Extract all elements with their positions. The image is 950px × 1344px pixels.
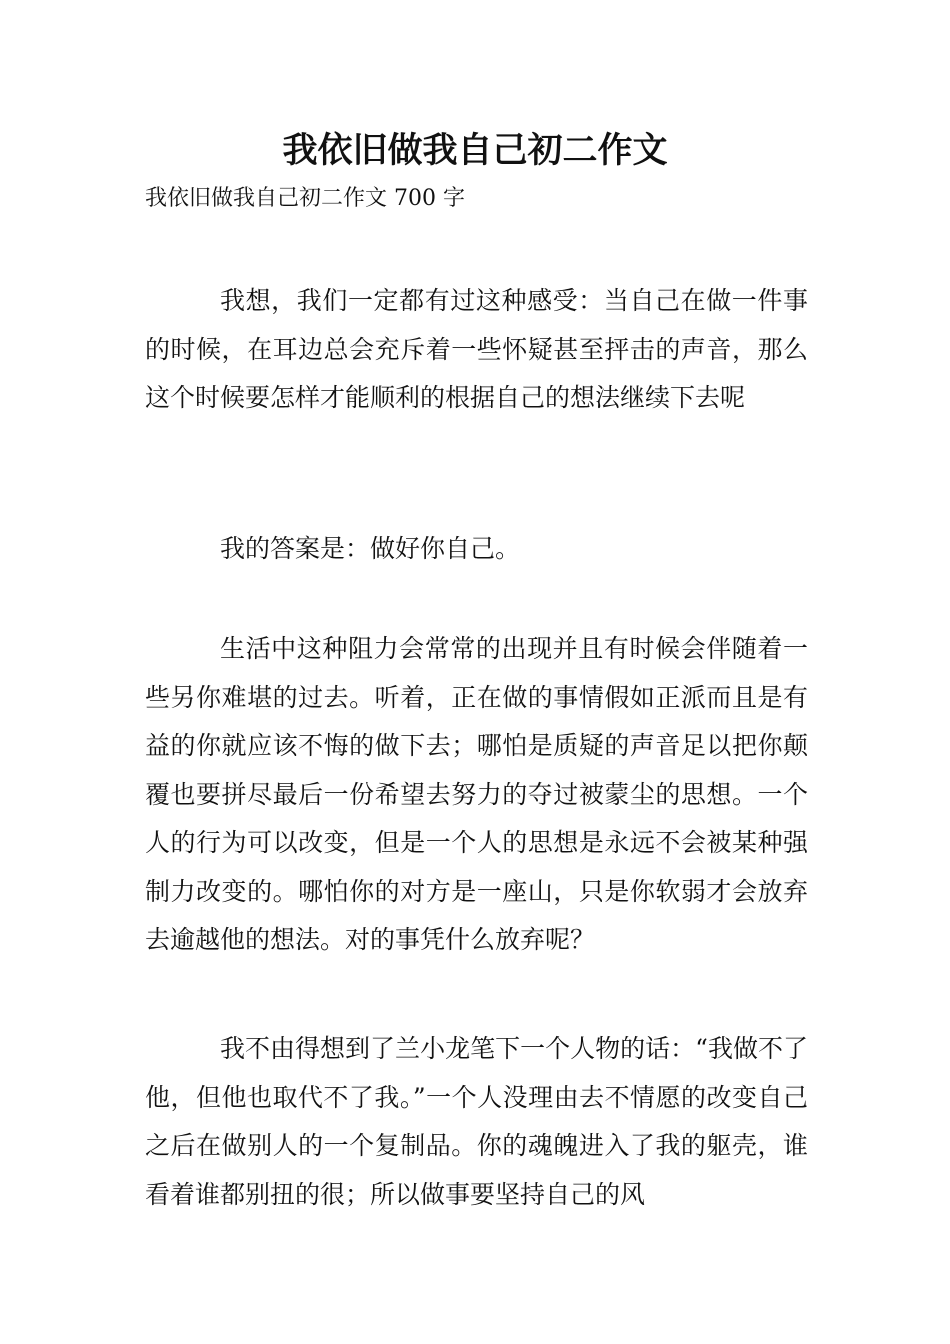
document-subtitle: 我依旧做我自己初二作文 700 字: [145, 186, 465, 211]
paragraph-4: 我不由得想到了兰小龙笔下一个人物的话：“我做不了他，但他也取代不了我。”一个人没理由去不情愿的改变自己之后在做别人的一个复制品。你的魂魄进入了我的躯壳，谁看着谁都别扭的很；所以做事要坚持自己的风: [145, 1034, 808, 1209]
document-title: 我依旧做我自己初二作文: [282, 131, 668, 171]
paragraph-2: 我的答案是：做好你自己。: [220, 534, 521, 563]
paragraph-3: 生活中这种阻力会常常的出现并且有时候会伴随着一些另你难堪的过去。听着，正在做的事情假如正派而且是有益的你就应该不悔的做下去；哪怕是质疑的声音足以把你颠覆也要拼尽最后一份希望去努力的夺过被蒙尘的思想。一个人的行为可以改变，但是一个人的思想是永远不会被某种强制力改变的。哪怕你的对方是一座山，只是你软弱才会放弃去逾越他的想法。对的事凭什么放弃呢？: [145, 634, 808, 954]
paragraph-1: 我想，我们一定都有过这种感受：当自己在做一件事的时候，在耳边总会充斥着一些怀疑甚至抨击的声音，那么这个时候要怎样才能顺利的根据自己的想法继续下去呢: [145, 286, 808, 412]
